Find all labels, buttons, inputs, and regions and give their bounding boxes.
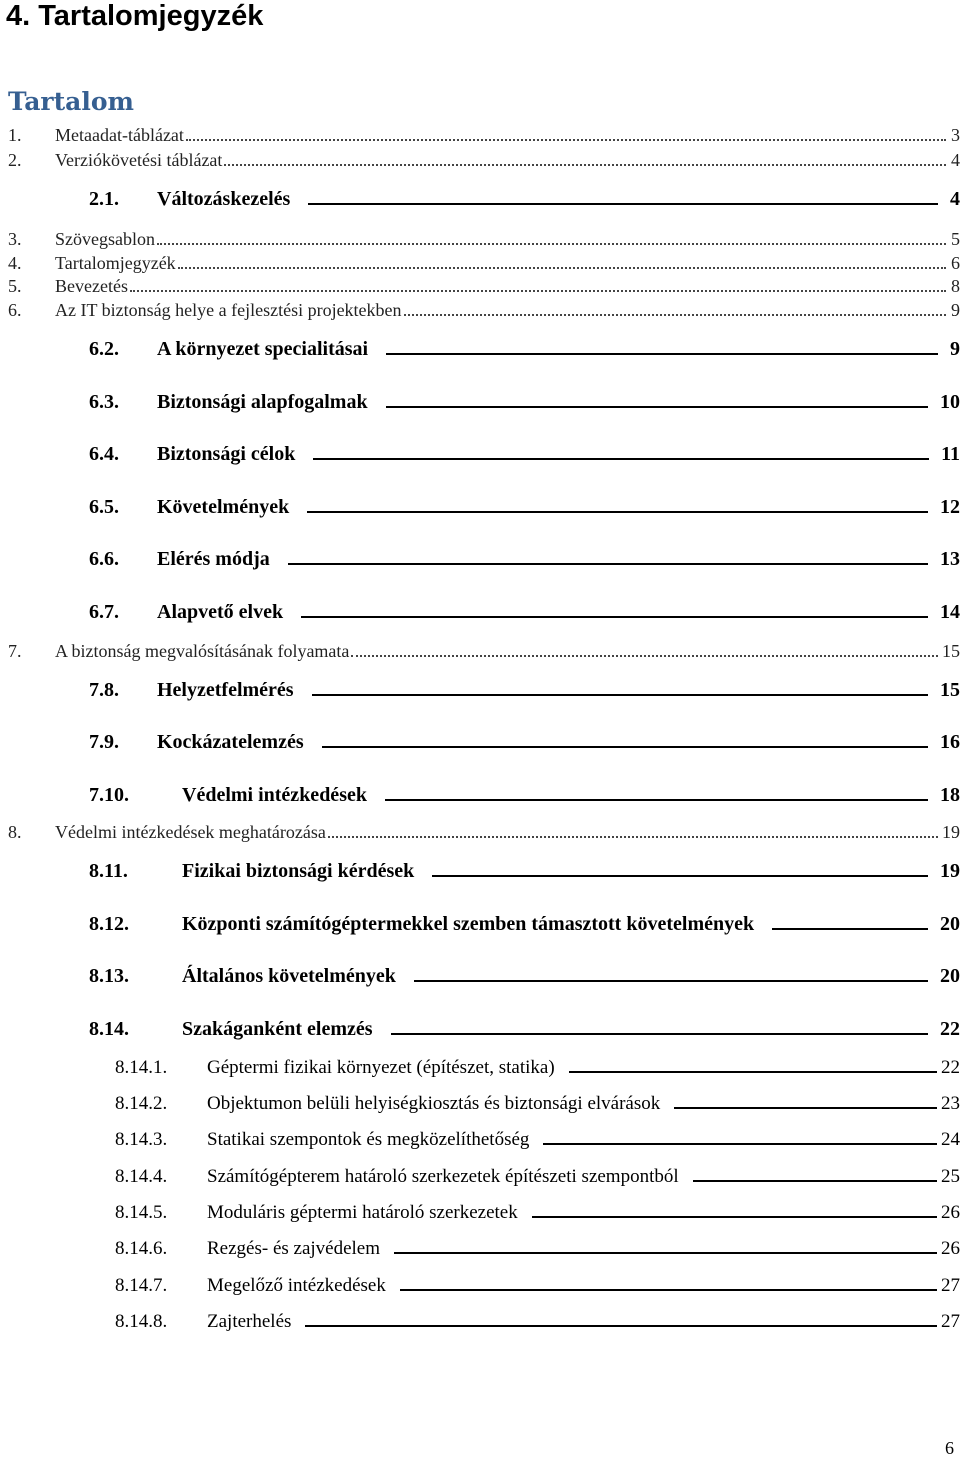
toc-entry-number: 6.3. xyxy=(89,391,119,413)
toc-entry[interactable] xyxy=(8,275,960,297)
toc-entry-number: 6.5. xyxy=(89,496,119,518)
toc-leader xyxy=(772,927,928,930)
toc-entry[interactable] xyxy=(115,1237,960,1261)
toc-entry[interactable] xyxy=(89,782,960,808)
toc-entry-title: Rezgés- és zajvédelem xyxy=(207,1238,381,1259)
toc-entry[interactable] xyxy=(89,911,960,937)
toc-entry[interactable] xyxy=(8,821,960,843)
toc-entry-title: Statikai szempontok és megközelíthetőség xyxy=(207,1129,530,1150)
toc-leader xyxy=(224,163,946,166)
toc-entry-page: 4 xyxy=(950,188,960,210)
toc-entry-number: 8.12. xyxy=(89,913,129,935)
toc-entry-title: A biztonság megvalósításának folyamata xyxy=(55,641,350,661)
toc-entry-number: 7.8. xyxy=(89,679,119,701)
toc-entry-number: 8.14.1. xyxy=(115,1057,168,1078)
toc-entry[interactable] xyxy=(89,494,960,520)
toc-entry-page: 5 xyxy=(951,229,960,249)
toc-entry[interactable] xyxy=(89,186,960,212)
toc-entry-number: 3. xyxy=(8,229,22,249)
toc-entry-page: 12 xyxy=(940,496,960,518)
toc-leader xyxy=(313,457,929,460)
toc-entry-number: 6.6. xyxy=(89,548,119,570)
toc-entry-page: 27 xyxy=(941,1275,960,1296)
toc-entry[interactable] xyxy=(8,640,960,662)
toc-entry-title: Az IT biztonság helye a fejlesztési projektekben xyxy=(55,300,402,320)
toc-title: Tartalom xyxy=(8,87,134,116)
toc-leader xyxy=(385,798,928,801)
toc-entry-page: 18 xyxy=(940,784,960,806)
toc-entry-number: 1. xyxy=(8,125,22,145)
toc-entry-number: 7.10. xyxy=(89,784,129,806)
toc-entry-title: Bevezetés xyxy=(55,276,128,296)
toc-entry[interactable] xyxy=(115,1165,960,1189)
toc-entry-page: 4 xyxy=(951,150,960,170)
toc-entry[interactable] xyxy=(8,252,960,274)
toc-entry[interactable] xyxy=(8,228,960,250)
toc-entry-title: Változáskezelés xyxy=(157,188,291,210)
toc-leader xyxy=(404,313,946,316)
toc-entry-page: 15 xyxy=(942,641,960,661)
toc-entry-number: 6.4. xyxy=(89,443,119,465)
toc-entry-page: 20 xyxy=(940,913,960,935)
toc-entry-page: 9 xyxy=(950,338,960,360)
toc-entry-number: 8.13. xyxy=(89,965,129,987)
toc-entry-title: Biztonsági alapfogalmak xyxy=(157,391,368,413)
toc-leader xyxy=(322,745,928,748)
toc-entry-title: Kockázatelemzés xyxy=(157,731,304,753)
toc-entry-number: 2. xyxy=(8,150,22,170)
toc-entry-title: Fizikai biztonsági kérdések xyxy=(182,860,415,882)
toc-entry-title: Megelőző intézkedések xyxy=(207,1275,386,1296)
toc-entry[interactable] xyxy=(89,729,960,755)
toc-leader xyxy=(432,874,928,877)
section-heading: 4. Tartalomjegyzék xyxy=(6,0,264,32)
toc-leader xyxy=(569,1070,937,1073)
toc-entry[interactable] xyxy=(89,441,960,467)
toc-leader xyxy=(414,979,928,982)
toc-entry-title: Védelmi intézkedések xyxy=(182,784,367,806)
toc-entry-title: Zajterhelés xyxy=(207,1311,292,1332)
toc-entry[interactable] xyxy=(115,1201,960,1225)
toc-entry[interactable] xyxy=(115,1310,960,1334)
toc-entry-page: 19 xyxy=(940,860,960,882)
toc-entry-page: 16 xyxy=(940,731,960,753)
toc-entry[interactable] xyxy=(89,1016,960,1042)
toc-leader xyxy=(674,1106,937,1109)
toc-leader xyxy=(178,266,946,269)
toc-entry-number: 8.14.4. xyxy=(115,1166,168,1187)
toc-leader xyxy=(351,654,938,657)
toc-entry-title: Moduláris géptermi határoló szerkezetek xyxy=(207,1202,518,1223)
toc-entry[interactable] xyxy=(115,1274,960,1298)
toc-entry[interactable] xyxy=(89,546,960,572)
toc-leader xyxy=(328,835,938,838)
toc-entry-title: Alapvető elvek xyxy=(157,601,284,623)
toc-entry-number: 7.9. xyxy=(89,731,119,753)
toc-entry-page: 11 xyxy=(941,443,960,465)
toc-leader xyxy=(400,1288,937,1291)
toc-entry[interactable] xyxy=(8,124,960,146)
toc-leader xyxy=(307,510,928,513)
toc-entry-title: Központi számítógéptermekkel szemben támasztott követelmények xyxy=(182,913,755,935)
toc-leader xyxy=(386,405,928,408)
toc-leader xyxy=(394,1251,937,1254)
toc-entry-title: Metaadat-táblázat xyxy=(55,125,184,145)
toc-leader xyxy=(543,1142,937,1145)
toc-entry-title: Védelmi intézkedések meghatározása xyxy=(55,822,326,842)
toc-entry-page: 25 xyxy=(941,1166,960,1187)
toc-entry-page: 13 xyxy=(940,548,960,570)
toc-entry-number: 8.14.6. xyxy=(115,1238,168,1259)
toc-entry-title: Általános követelmények xyxy=(182,965,396,987)
toc-entry[interactable] xyxy=(89,963,960,989)
toc-entry-number: 8. xyxy=(8,822,22,842)
toc-entry-number: 7. xyxy=(8,641,22,661)
toc-entry-title: Objektumon belüli helyiségkiosztás és biztonsági elvárások xyxy=(207,1093,661,1114)
toc-entry[interactable] xyxy=(8,149,960,171)
toc-entry-page: 9 xyxy=(951,300,960,320)
toc-entry-page: 24 xyxy=(941,1129,960,1150)
toc-entry[interactable] xyxy=(8,299,960,321)
toc-entry-title: Biztonsági célok xyxy=(157,443,296,465)
toc-entry-title: Elérés módja xyxy=(157,548,270,570)
toc-entry-number: 2.1. xyxy=(89,188,119,210)
toc-entry-number: 8.14. xyxy=(89,1018,129,1040)
toc-entry-title: Géptermi fizikai környezet (építészet, statika) xyxy=(207,1057,555,1078)
toc-entry-page: 26 xyxy=(941,1202,960,1223)
toc-leader xyxy=(186,138,946,141)
toc-entry-title: Szakáganként elemzés xyxy=(182,1018,373,1040)
toc-entry-page: 26 xyxy=(941,1238,960,1259)
toc-entry[interactable] xyxy=(115,1092,960,1116)
toc-entry-title: A környezet specialitásai xyxy=(157,338,369,360)
toc-leader xyxy=(308,202,938,205)
toc-entry[interactable] xyxy=(115,1056,960,1080)
toc-entry-title: Helyzetfelmérés xyxy=(157,679,294,701)
toc-entry[interactable] xyxy=(89,599,960,625)
toc-entry-title: Szövegsablon xyxy=(55,229,155,249)
toc-entry-number: 8.14.3. xyxy=(115,1129,168,1150)
toc-leader xyxy=(391,1032,928,1035)
toc-entry-page: 8 xyxy=(951,276,960,296)
toc-entry-number: 4. xyxy=(8,253,22,273)
toc-entry-number: 8.14.8. xyxy=(115,1311,168,1332)
toc-entry-number: 6.7. xyxy=(89,601,119,623)
toc-entry-number: 8.11. xyxy=(89,860,128,882)
toc-leader xyxy=(532,1215,937,1218)
toc-entry-page: 15 xyxy=(940,679,960,701)
toc-leader xyxy=(157,242,946,245)
toc-entry-page: 23 xyxy=(941,1093,960,1114)
toc-entry-page: 3 xyxy=(951,125,960,145)
toc-entry[interactable] xyxy=(89,336,960,362)
toc-entry[interactable] xyxy=(115,1128,960,1152)
toc-entry-number: 8.14.2. xyxy=(115,1093,168,1114)
toc-entry-page: 22 xyxy=(941,1057,960,1078)
toc-entry-number: 6. xyxy=(8,300,22,320)
toc-leader xyxy=(693,1179,937,1182)
toc-entry-page: 6 xyxy=(951,253,960,273)
toc-entry-page: 27 xyxy=(941,1311,960,1332)
toc-entry-title: Követelmények xyxy=(157,496,290,518)
toc-entry-number: 5. xyxy=(8,276,22,296)
toc-leader xyxy=(301,615,928,618)
toc-entry-number: 8.14.7. xyxy=(115,1275,168,1296)
toc-leader xyxy=(130,289,946,292)
toc-entry[interactable] xyxy=(89,677,960,703)
toc-leader xyxy=(386,352,938,355)
toc-leader xyxy=(288,562,928,565)
toc-entry-title: Tartalomjegyzék xyxy=(55,253,176,273)
toc-entry-title: Verziókövetési táblázat xyxy=(55,150,223,170)
toc-entry[interactable] xyxy=(89,389,960,415)
toc-entry[interactable] xyxy=(89,858,960,884)
toc-entry-page: 22 xyxy=(940,1018,960,1040)
toc-entry-title: Számítógépterem határoló szerkezetek építészeti szempontból xyxy=(207,1166,679,1187)
toc-entry-page: 10 xyxy=(940,391,960,413)
toc-entry-number: 8.14.5. xyxy=(115,1202,168,1223)
toc-entry-page: 14 xyxy=(940,601,960,623)
toc-entry-page: 19 xyxy=(942,822,960,842)
toc-entry-page: 20 xyxy=(940,965,960,987)
page-number: 6 xyxy=(945,1438,954,1458)
toc-leader xyxy=(305,1324,937,1327)
toc-leader xyxy=(312,693,928,696)
toc-entry-number: 6.2. xyxy=(89,338,119,360)
